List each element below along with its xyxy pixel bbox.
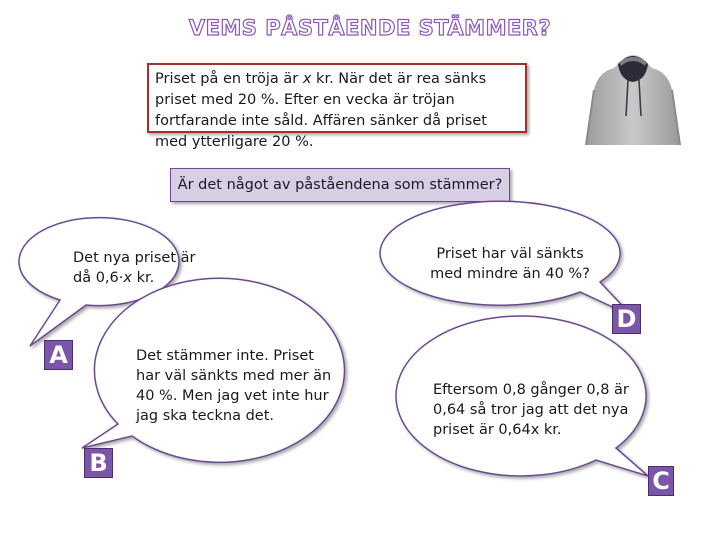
problem-variable-x: x xyxy=(302,71,312,87)
bubble-b-text: Det stämmer inte. Priset har väl sänkts med mer än 40 %. Men jag vet inte hur jag ska teckna det. xyxy=(136,348,332,424)
problem-text-part-2: kr. När det är rea sänks priset med 20 %. Efter en vecka är tröjan fortfarande inte såld. Affären sänker då priset med ytterligare 20 %. xyxy=(155,71,487,150)
bubble-a-text-part-2: kr. xyxy=(131,270,155,286)
bubble-a-text-part-1: Det nya priset är då 0,6· xyxy=(73,250,196,286)
label-a: A xyxy=(44,340,73,370)
question-box: Är det något av påståendena som stämmer? xyxy=(170,168,510,202)
bubble-a-variable-x: x xyxy=(123,270,132,286)
problem-text-part-1: Priset på en tröja är xyxy=(155,71,303,87)
label-d: D xyxy=(612,304,641,334)
bubble-a-text xyxy=(73,248,213,288)
label-b: B xyxy=(84,448,113,478)
page-title: VEMS PÅSTÅENDE STÄMMER? xyxy=(188,16,552,40)
label-c: C xyxy=(648,466,674,496)
bubble-c-text: Eftersom 0,8 gånger 0,8 är 0,64 så tror jag att det nya priset är 0,64x kr. xyxy=(433,382,629,438)
bubble-d-text: Priset har väl sänkts med mindre än 40 %? xyxy=(430,246,590,282)
